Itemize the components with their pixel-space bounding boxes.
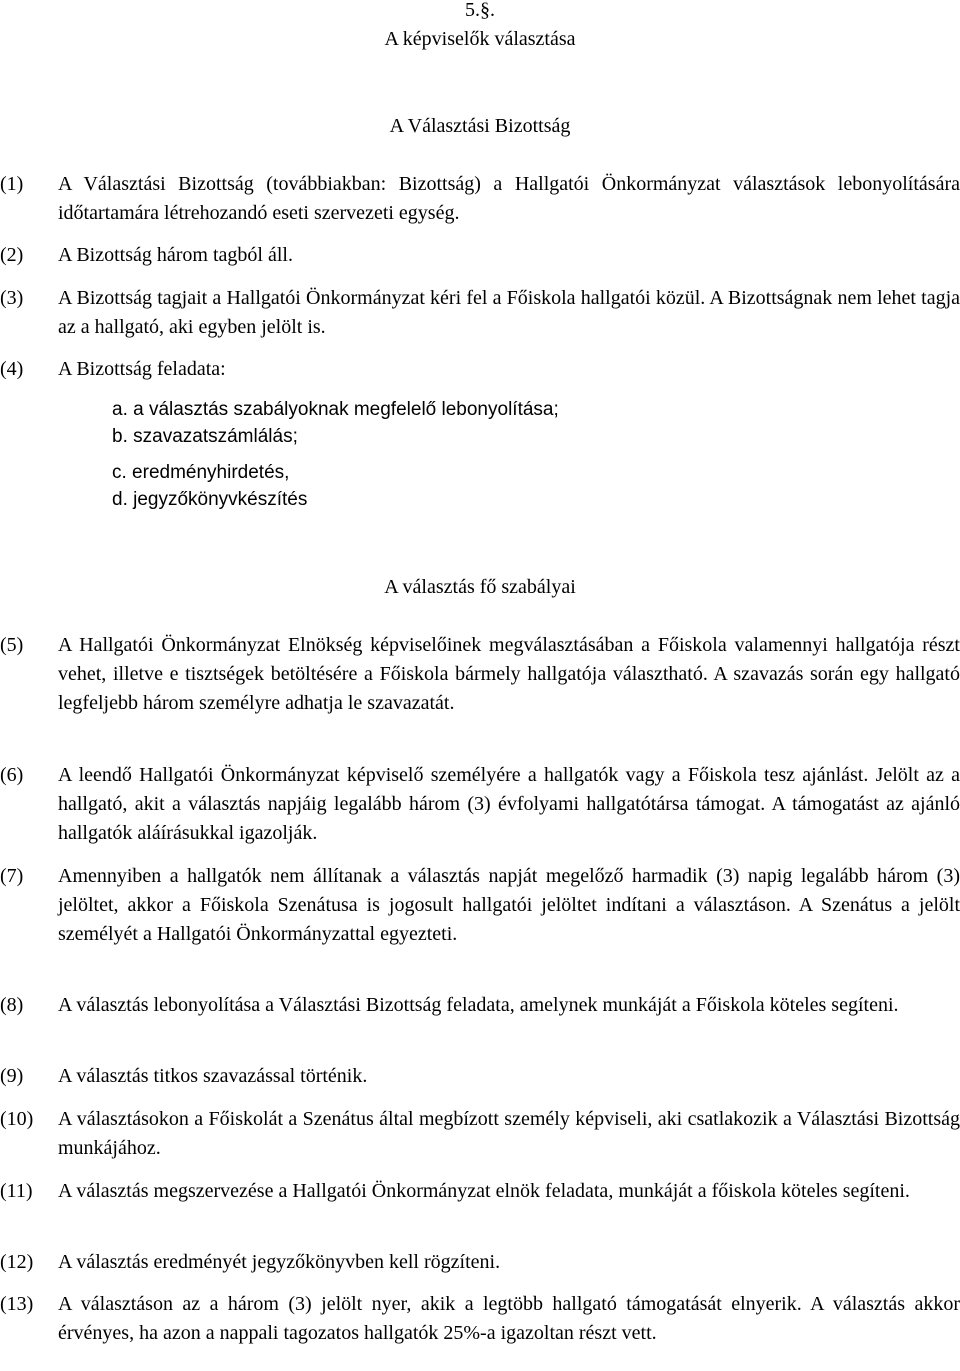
paragraph-number: (13) [0,1293,34,1315]
paragraph-number: (8) [0,994,24,1016]
subtitle-election-rules: A választás fő szabályai [384,576,576,598]
paragraph-9 [0,1062,960,1091]
duty-item-c: c. eredményhirdetés, [112,462,290,483]
paragraph-text: A választás lebonyolítása a Választási Bizottság feladata, amelynek munkáját a Főiskola köteles segíteni. [58,994,899,1016]
duty-item-d: d. jegyzőkönyvkészítés [112,489,308,510]
paragraph-text: A választásokon a Főiskolát a Szenátus által megbízott személy képviseli, aki csatlakozik a Választási Bizottság munkájához. [58,1108,960,1159]
paragraph-8 [0,991,960,1020]
paragraph-number: (10) [0,1108,34,1130]
paragraph-text: Amennyiben a hallgatók nem állítanak a választás napját megelőző harmadik (3) napig legalább három (3) jelöltet, akkor a Főiskola Szenátusa is jogosult hallgatói jelöltet indítani a választáson. A Szenátus a jelölt személyét a Hallgatói Önkormányzattal egyezteti. [58,865,960,945]
paragraph-1 [0,170,960,228]
section-number: 5.§. [465,0,495,21]
paragraph-3 [0,284,960,342]
paragraph-text: A választás megszervezése a Hallgatói Önkormányzat elnök feladata, munkáját a főiskola köteles segíteni. [58,1180,910,1202]
paragraph-11 [0,1177,960,1206]
paragraph-5 [0,631,960,718]
paragraph-text: A választáson az a három (3) jelölt nyer, akik a legtöbb hallgató támogatását elnyerik. A választás akkor érvényes, ha azon a nappali tagozatos hallgatók 25%-a igazoltan részt vett. [58,1293,960,1344]
duty-item-b: b. szavazatszámlálás; [112,426,298,447]
paragraph-text: A választás titkos szavazással történik. [58,1065,368,1087]
paragraph-number: (5) [0,634,24,656]
paragraph-number: (12) [0,1251,34,1273]
section-title: A képviselők választása [384,28,576,50]
paragraph-text: A Választási Bizottság (továbbiakban: Bizottság) a Hallgatói Önkormányzat választások lebonyolítására időtartamára létrehozandó eseti szervezeti egység. [58,173,960,224]
paragraph-number: (9) [0,1065,24,1087]
paragraph-number: (3) [0,287,24,309]
paragraph-4 [0,355,960,384]
paragraph-text: A Bizottság feladata: [58,358,226,380]
paragraph-2 [0,241,960,270]
paragraph-number: (1) [0,173,24,195]
paragraph-text: A Bizottság három tagból áll. [58,244,293,266]
paragraph-number: (6) [0,764,24,786]
paragraph-number: (11) [0,1180,33,1202]
paragraph-number: (7) [0,865,24,887]
paragraph-6 [0,761,960,848]
paragraph-text: A leendő Hallgatói Önkormányzat képviselő személyére a hallgatók vagy a Főiskola tesz ajánlást. Jelölt az a hallgató, akit a választás napjáig legalább három (3) évfolyami hallgatótársa támogat. A támogatást az ajánló hallgatók aláírásukkal igazolják. [58,764,960,844]
paragraph-7 [0,862,960,949]
paragraph-10 [0,1105,960,1163]
paragraph-text: A Hallgatói Önkormányzat Elnökség képviselőinek megválasztásában a Főiskola valamennyi hallgatója részt vehet, illetve e tisztségek betöltésére a Főiskola bármely hallgatója választható. A szavazás során egy hallgató legfeljebb három személyre adhatja le szavazatát. [58,634,960,714]
paragraph-text: A Bizottság tagjait a Hallgatói Önkormányzat kéri fel a Főiskola hallgatói közül. A Bizottságnak nem lehet tagja az a hallgató, aki egyben jelölt is. [58,287,960,338]
paragraph-text: A választás eredményét jegyzőkönyvben kell rögzíteni. [58,1251,501,1273]
duty-item-a: a. a választás szabályoknak megfelelő lebonyolítása; [112,399,559,420]
paragraph-number: (4) [0,358,24,380]
paragraph-13 [0,1290,960,1348]
paragraph-12 [0,1248,960,1277]
paragraph-number: (2) [0,244,24,266]
subtitle-electoral-committee: A Választási Bizottság [389,115,571,137]
